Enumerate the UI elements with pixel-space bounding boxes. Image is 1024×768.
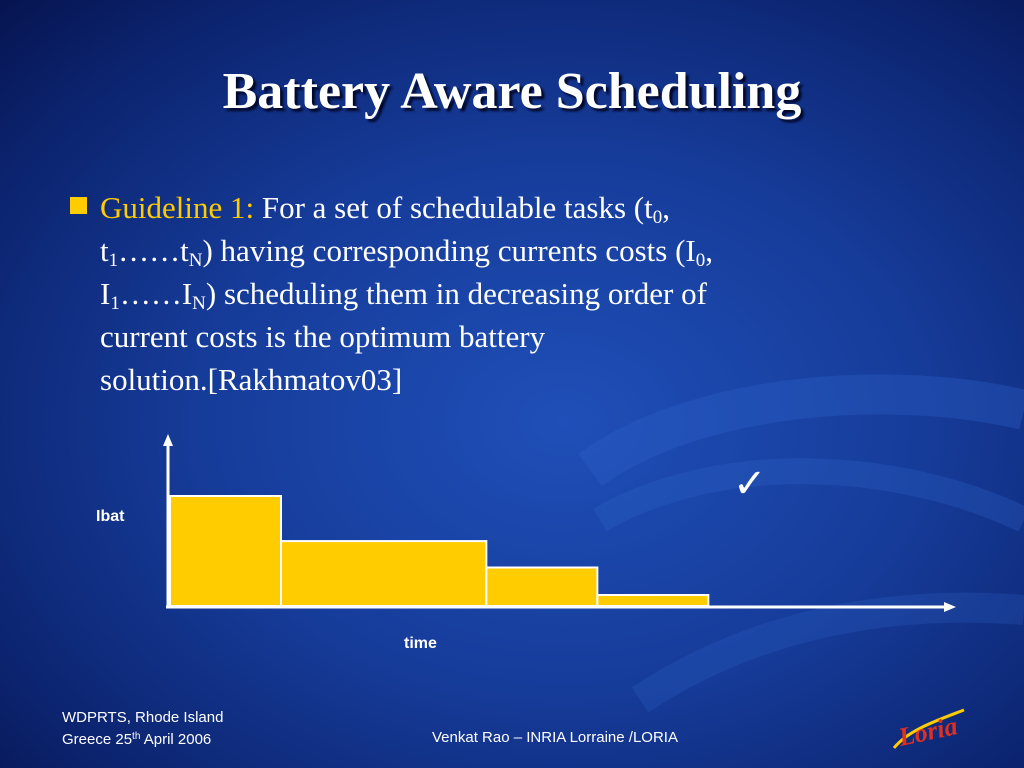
- guideline-text-part: ) having corresponding currents costs (I: [202, 233, 696, 268]
- guideline-text-part: I: [100, 276, 111, 311]
- guideline-text-part: ……I: [119, 276, 193, 311]
- task-bar-3: [597, 595, 708, 606]
- task-bar-2: [486, 568, 597, 607]
- y-axis-arrow-icon: [163, 434, 173, 446]
- subscript: N: [188, 250, 203, 271]
- footer-venue: [62, 707, 223, 751]
- footer-date-part: Greece 25: [62, 731, 133, 748]
- subscript: 1: [110, 293, 120, 314]
- guideline-text-part: ……t: [118, 233, 189, 268]
- guideline-text-part: ,: [662, 190, 670, 225]
- subscript: N: [192, 293, 206, 314]
- guideline-text-part: ) scheduling them in decreasing order of: [205, 276, 707, 311]
- footer-venue-line-2: [62, 729, 223, 751]
- guideline-text-part: For a set of schedulable tasks (t: [261, 190, 653, 225]
- guideline-label: Guideline 1:: [100, 190, 255, 225]
- guideline-line-5: solution.[Rakhmatov03]: [100, 362, 403, 397]
- footer-date-part: April 2006: [140, 731, 212, 748]
- subscript: 0: [695, 250, 706, 271]
- superscript: th: [132, 731, 141, 742]
- checkmark-icon: ✓: [733, 461, 767, 507]
- slide-title: Battery Aware Scheduling: [222, 63, 802, 120]
- guideline-text-part: t: [100, 233, 109, 268]
- x-axis-label: time: [404, 635, 437, 652]
- loria-logo: [888, 700, 968, 756]
- subscript: 0: [652, 207, 663, 228]
- guideline-line-4: current costs is the optimum battery: [100, 319, 546, 354]
- y-axis-label: Ibat: [96, 508, 125, 525]
- x-axis-arrow-icon: [944, 602, 956, 612]
- task-bar-1: [281, 541, 486, 606]
- footer-venue-line-1: WDPRTS, Rhode Island: [62, 709, 224, 726]
- footer-author: Venkat Rao – INRIA Lorraine /LORIA: [432, 729, 678, 746]
- subscript: 1: [108, 250, 119, 271]
- svg-text:Loria: Loria: [895, 711, 960, 752]
- guideline-text-part: ,: [705, 233, 714, 268]
- task-bar-0: [170, 496, 281, 606]
